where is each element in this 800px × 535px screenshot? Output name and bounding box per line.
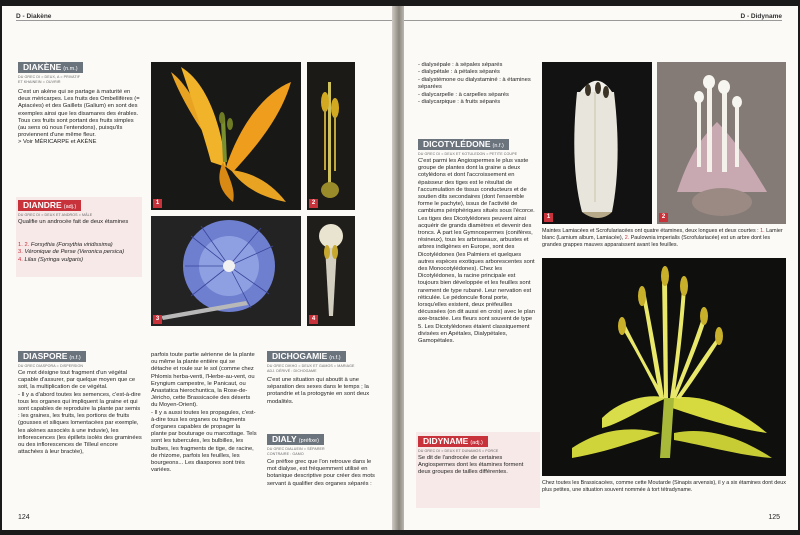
photo-sinapis-arvensis bbox=[542, 258, 786, 476]
left-page bbox=[2, 6, 394, 530]
caption-number: 1. bbox=[760, 228, 765, 234]
list-item: - dialycarpique : à fruits séparés bbox=[418, 99, 501, 106]
etymology-dicotyledone: DU GREC DI = DEUX ET KOTULEDON = PETITE COUPE bbox=[418, 152, 518, 156]
photo-forsythia-stamens bbox=[307, 62, 355, 210]
running-head-rule bbox=[404, 20, 782, 21]
list-number: 3. bbox=[18, 249, 23, 256]
caption-didyname-stamens bbox=[542, 228, 787, 248]
list-item bbox=[18, 249, 142, 256]
photo-badge-2: 2 bbox=[309, 199, 318, 208]
veronica-illustration bbox=[151, 216, 301, 326]
paulownia-illustration bbox=[657, 62, 786, 224]
list-item bbox=[18, 257, 142, 264]
see-also-link: > Voir MÉRICARPE et AKÈNE bbox=[18, 139, 97, 146]
lamium-illustration bbox=[542, 62, 652, 224]
list-item: - dialystémone ou dialystaminé : à étamines séparées bbox=[418, 76, 531, 91]
part-of-speech: (adj.) bbox=[470, 440, 483, 446]
part-of-speech: (n.f.) bbox=[69, 355, 81, 361]
headword-diakene bbox=[18, 62, 83, 73]
caption-text: Paulownia imperialis (Scrofulariacée) est un arbre dont les grandes grappes mauves apparaissent avant les feuilles. bbox=[542, 234, 771, 248]
headword-didyname bbox=[418, 436, 488, 447]
photo-badge-2: 2 bbox=[659, 213, 668, 222]
photo-lilas bbox=[307, 216, 355, 326]
running-head-rule bbox=[16, 20, 394, 21]
etymology-line: DU GREC DIKHO = DEUX ET GAMOS = MARIAGE bbox=[267, 364, 355, 368]
sinapis-illustration bbox=[542, 258, 786, 476]
headword-text: DIAKÈNE bbox=[23, 62, 62, 72]
diandre-list bbox=[18, 242, 142, 264]
headword-text: DIALY bbox=[272, 434, 297, 444]
etymology-line: ET KHAINEIN = OUVRIR bbox=[18, 79, 61, 84]
caption-number: 2. bbox=[624, 234, 630, 241]
part-of-speech: (préfixe) bbox=[298, 438, 319, 444]
caption-sinapis: Chez toutes les Brassicacées, comme cette Moutarde (Sinapis arvensis), il y a six étamines dont deux plus petites, une situation souvent nommée à tort tétradyname. bbox=[542, 480, 786, 493]
headword-dialy bbox=[267, 434, 324, 445]
stamens-illustration bbox=[307, 62, 355, 210]
lilas-illustration bbox=[307, 216, 355, 326]
photo-paulownia bbox=[657, 62, 786, 224]
list-text: Véronique de Perse (Veronica persica) bbox=[24, 249, 125, 256]
list-number: 1. 2. bbox=[18, 242, 30, 248]
photo-badge-1: 1 bbox=[544, 213, 553, 222]
list-item: - dialypétale : à pétales séparés bbox=[418, 69, 500, 76]
running-head-right: D - Didyname bbox=[740, 13, 782, 20]
caption-text: Maintes Lamiacées et Scrofulariacées ont quatre étamines, deux longues et deux courtes : bbox=[542, 228, 759, 234]
etymology-didyname: DU GREC DI = DEUX ET DUNAMOS = FORCE bbox=[418, 449, 499, 453]
photo-badge-4: 4 bbox=[309, 315, 318, 324]
headword-diandre bbox=[18, 200, 81, 211]
definition-dicotyledone: C'est parmi les Angiospermes le plus vaste groupe de plantes dont la graine a deux cotylédons et dont l'accroissement en épaisseur des tiges est le résultat de l'accumulation de tissus conducteurs et de soutien dits secondaires (dont l'ensemble forme le pachyte), issus de l'activité de cambiums périphériques situés sous l'écorce. Les tiges des Dicotylédones peuvent ainsi acquérir de grands diamètres et devenir des troncs. À part les Gymnospermes (conifères, résineux), tous les arbrisseaux, arbustes et arbres indigènes en Europe, sont des Dicotylédones (les Palmiers et quelques autres espèces exotiques arborescentes sont des Monocotylédones). Chez les Dicotylédones, la racine principale est toujours bien développée et les feuilles sont rarement de type rubané. Leur nervation est réticulée. Le pédoncule floral porte, lorsqu'elles existent, deux préfeuilles décussées (on dit aussi en croix) avec le plan axe-bractée. Les fleurs sont souvent de type 5. Les Dicotylédones étaient classiquement divisées en Apétales, Dialypétales, Gamopétales. bbox=[418, 158, 535, 345]
photo-badge-1: 1 bbox=[153, 199, 162, 208]
etymology-diakene bbox=[18, 75, 136, 84]
etymology-line: DU GREC DI = DEUX, A = PRIVATIF bbox=[18, 75, 81, 79]
headword-dichogamie bbox=[267, 351, 346, 362]
definition-didyname: Se dit de l'androcée de certaines Angiospermes dont les étamines forment deux groupes de tailles différentes. bbox=[418, 455, 524, 476]
page-number-left: 124 bbox=[18, 514, 30, 521]
etymology-line: CONTRAIRE : GAMO bbox=[267, 451, 304, 456]
definition-text: C'est un akène qui se partage à maturité en deux méricarpes. Les fruits des Ombellifères (= Apiacées) et des Gaillets (Galium) en sont des exemples ainsi que les disamares des érables. Tous ces fruits sont portant des fruits simples (au sens où nous l'entendons), puisqu'ils proviennent d'une même fleur. bbox=[18, 89, 140, 139]
etymology-dichogamie bbox=[267, 364, 382, 373]
etymology-line: DU GREC DIALUEIN = SÉPARER bbox=[267, 447, 325, 451]
definition-diandre: Qualifie un androcée fait de deux étamines bbox=[18, 219, 129, 225]
list-item bbox=[18, 242, 142, 249]
photo-forsythia-flower bbox=[151, 62, 301, 210]
list-number: 4. bbox=[18, 256, 23, 263]
etymology-diaspore: DU GREC DIASPORA = DISPERSION bbox=[18, 364, 84, 368]
photo-veronica-persica bbox=[151, 216, 301, 326]
definition-dichogamie: C'est une situation qui aboutit à une séparation des sexes dans le temps ; la protandrie et la protogynie en sont deux modalités. bbox=[267, 377, 370, 405]
forsythia-illustration bbox=[151, 62, 301, 210]
headword-dicotyledone bbox=[418, 139, 509, 150]
headword-text: DICOTYLÉDONE bbox=[423, 139, 491, 149]
list-item: - dialysépale : à sépales séparés bbox=[418, 62, 503, 68]
dialy-prefix-list bbox=[418, 62, 534, 106]
headword-text: DICHOGAMIE bbox=[272, 351, 328, 361]
list-item: - dialycarpelle : à carpelles séparés bbox=[418, 91, 509, 98]
page-number-right: 125 bbox=[768, 514, 780, 521]
etymology-dialy bbox=[267, 447, 382, 456]
caption-text: Lamier blanc (Lamium album, Lamiacée), bbox=[542, 228, 783, 241]
definition-diakene bbox=[18, 89, 140, 147]
list-text: Lilas (Syringa vulgaris) bbox=[24, 256, 84, 263]
list-text: Forsythia (Forsythia viridissima) bbox=[30, 242, 113, 248]
definition-dialy: Ce préfixe grec que l'on retrouve dans le mot dialyse, est fréquemment utilisé en botanique descriptive pour créer des mots servant à qualifier des organes séparés : bbox=[267, 459, 375, 487]
headword-text: DIDYNAME bbox=[423, 436, 469, 446]
right-page bbox=[404, 6, 798, 530]
part-of-speech: (n.f.) bbox=[492, 143, 504, 149]
etymology-line: ADJ. DÉRIVÉ : DICHOGAME bbox=[267, 368, 317, 373]
etymology-diandre: DU GREC DI = DEUX ET ANDROS = MÂLE bbox=[18, 213, 93, 217]
headword-text: DIANDRE bbox=[23, 200, 62, 210]
part-of-speech: (n.m.) bbox=[63, 66, 78, 72]
photo-badge-3: 3 bbox=[153, 315, 162, 324]
running-head-left: D - Diakène bbox=[16, 13, 52, 20]
part-of-speech: (adj.) bbox=[63, 204, 77, 210]
photo-lamium-album bbox=[542, 62, 652, 224]
definition-diaspore-col2: parfois toute partie aérienne de la plante ou même la plante entière qui se détache et roule sur le sol (comme chez Phlomis herba-venti, l'Herbe-au-vent, ou Eryngium campestre, le Panicaut, ou Anastatica hierochuntica, la Rose-de-Jéricho, cette Brassicacée des déserts du Moyen-Orient). - Il y a aussi toutes les propagules, c'est-à-dire tous les organes ou fragments d'organes capables de propager la plante par bouturage ou marcottage. Tels sont les tubercules, les bulbilles, les bulbes, les fragments de tige, de racine, de rhizome, parfois les feuilles, les bourgeons... Les diaspores sont très variées. bbox=[151, 352, 257, 474]
headword-diaspore bbox=[18, 351, 86, 362]
definition-diaspore-col1: Ce mot désigne tout fragment d'un végétal capable d'assurer, par quelque moyen que ce soit, la multiplication de ce végétal. - Il y a d'abord toutes les semences, c'est-à-dire tous les organes qui impliquent la graine et qui sont capables de reproduire la plante par semis : les graines, les fruits, les portions de fruits (gousses et siliques lomentacées par exemple, les akènes associés à une induvie), les inflorescences (les épillets isolés des graminées ou des inflorescences de Tilleul encore attachées à leur bractée), bbox=[18, 370, 142, 456]
part-of-speech: (n.f.) bbox=[329, 355, 341, 361]
headword-text: DIASPORE bbox=[23, 351, 68, 361]
